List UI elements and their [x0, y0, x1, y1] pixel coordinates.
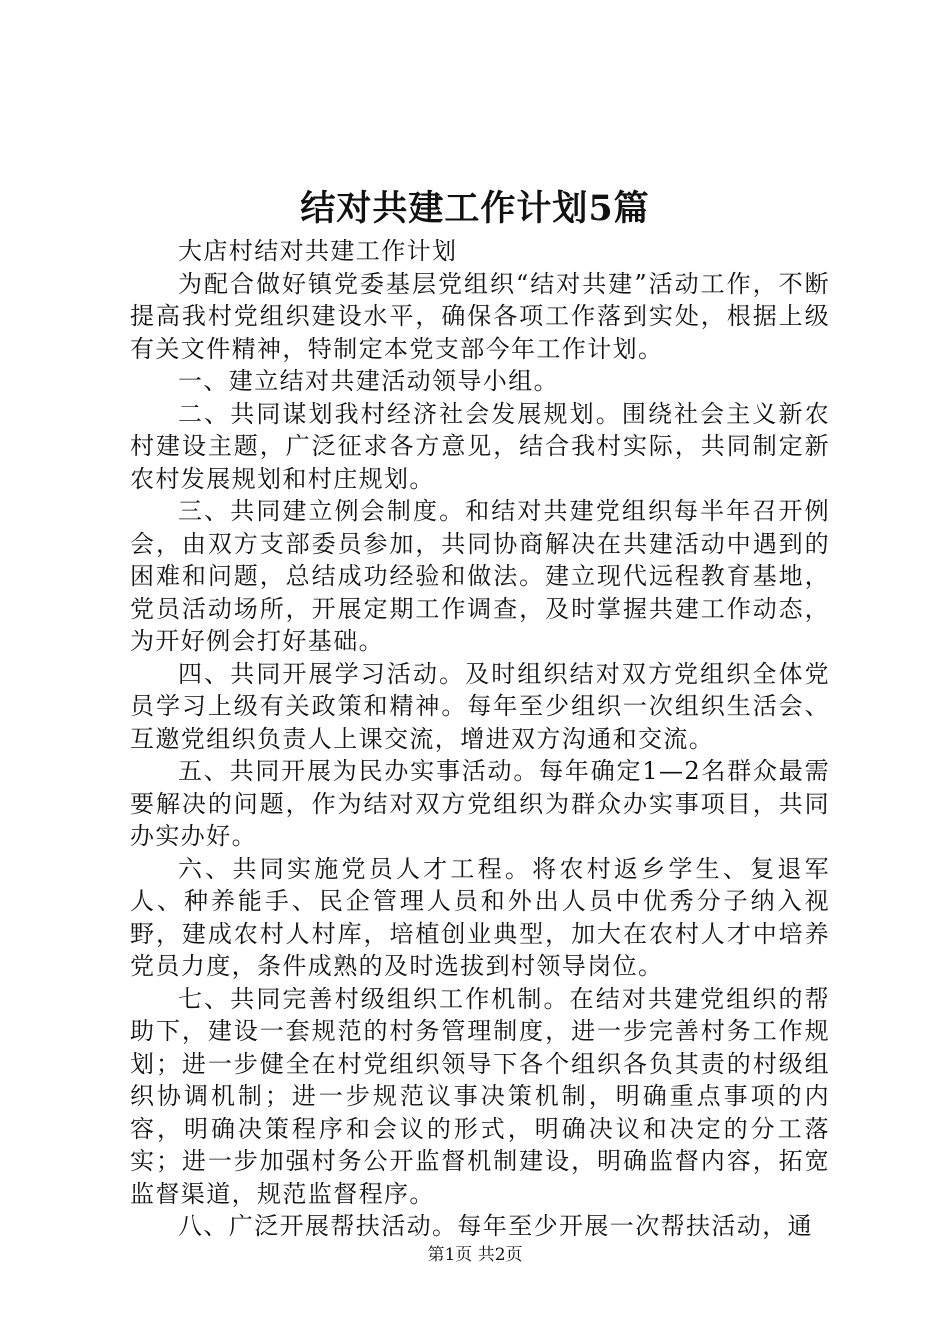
paragraph: 八、广泛开展帮扶活动。每年至少开展一次帮扶活动，通	[178, 1212, 813, 1240]
page-footer: 第1页 共2页	[427, 1245, 523, 1265]
paragraph: 五、共同开展为民办实事活动。每年确定1—2名群众最需要解决的问题，作为结对双方党组织为群众办实事项目，共同办实办好。	[130, 757, 830, 850]
document-title: 结对共建工作计划5篇	[300, 188, 650, 229]
paragraph: 六、共同实施党员人才工程。将农村返乡学生、复退军人、种养能手、民企管理人员和外出人员中优秀分子纳入视野，建成农村人村库，培植创业典型，加大在农村人才中培养党员力度，条件成熟的及时选拔到村领导岗位。	[130, 854, 830, 980]
paragraph: 为配合做好镇党委基层党组织“结对共建”活动工作，不断提高我村党组织建设水平，确保各项工作落到实处，根据上级有关文件精神，特制定本党支部今年工作计划。	[130, 269, 830, 363]
paragraph: 四、共同开展学习活动。及时组织结对双方党组织全体党员学习上级有关政策和精神。每年至少组织一次组织生活会、互邀党组织负责人上课交流，增进双方沟通和交流。	[130, 659, 830, 753]
paragraph: 三、共同建立例会制度。和结对共建党组织每半年召开例会，由双方支部委员参加，共同协商解决在共建活动中遇到的困难和问题，总结成功经验和做法。建立现代远程教育基地，党员活动场所，开展定期工作调查，及时掌握共建工作动态，为开好例会打好基础。	[130, 497, 830, 655]
document-body	[130, 235, 830, 1243]
paragraph: 一、建立结对共建活动领导小组。	[178, 367, 559, 395]
paragraph: 二、共同谋划我村经济社会发展规划。围绕社会主义新农村建设主题，广泛征求各方意见，结合我村实际，共同制定新农村发展规划和村庄规划。	[130, 399, 830, 493]
paragraph: 七、共同完善村级组织工作机制。在结对共建党组织的帮助下，建设一套规范的村务管理制度，进一步完善村务工作规划；进一步健全在村党组织领导下各个组织各负其责的村级组织协调机制；进一步规范议事决策机制，明确重点事项的内容，明确决策程序和会议的形式，明确决议和决定的分工落实；进一步加强村务公开监督机制建设，明确监督内容，拓宽监督渠道，规范监督程序。	[130, 984, 830, 1208]
paragraph-subtitle: 大店村结对共建工作计划	[178, 237, 458, 265]
